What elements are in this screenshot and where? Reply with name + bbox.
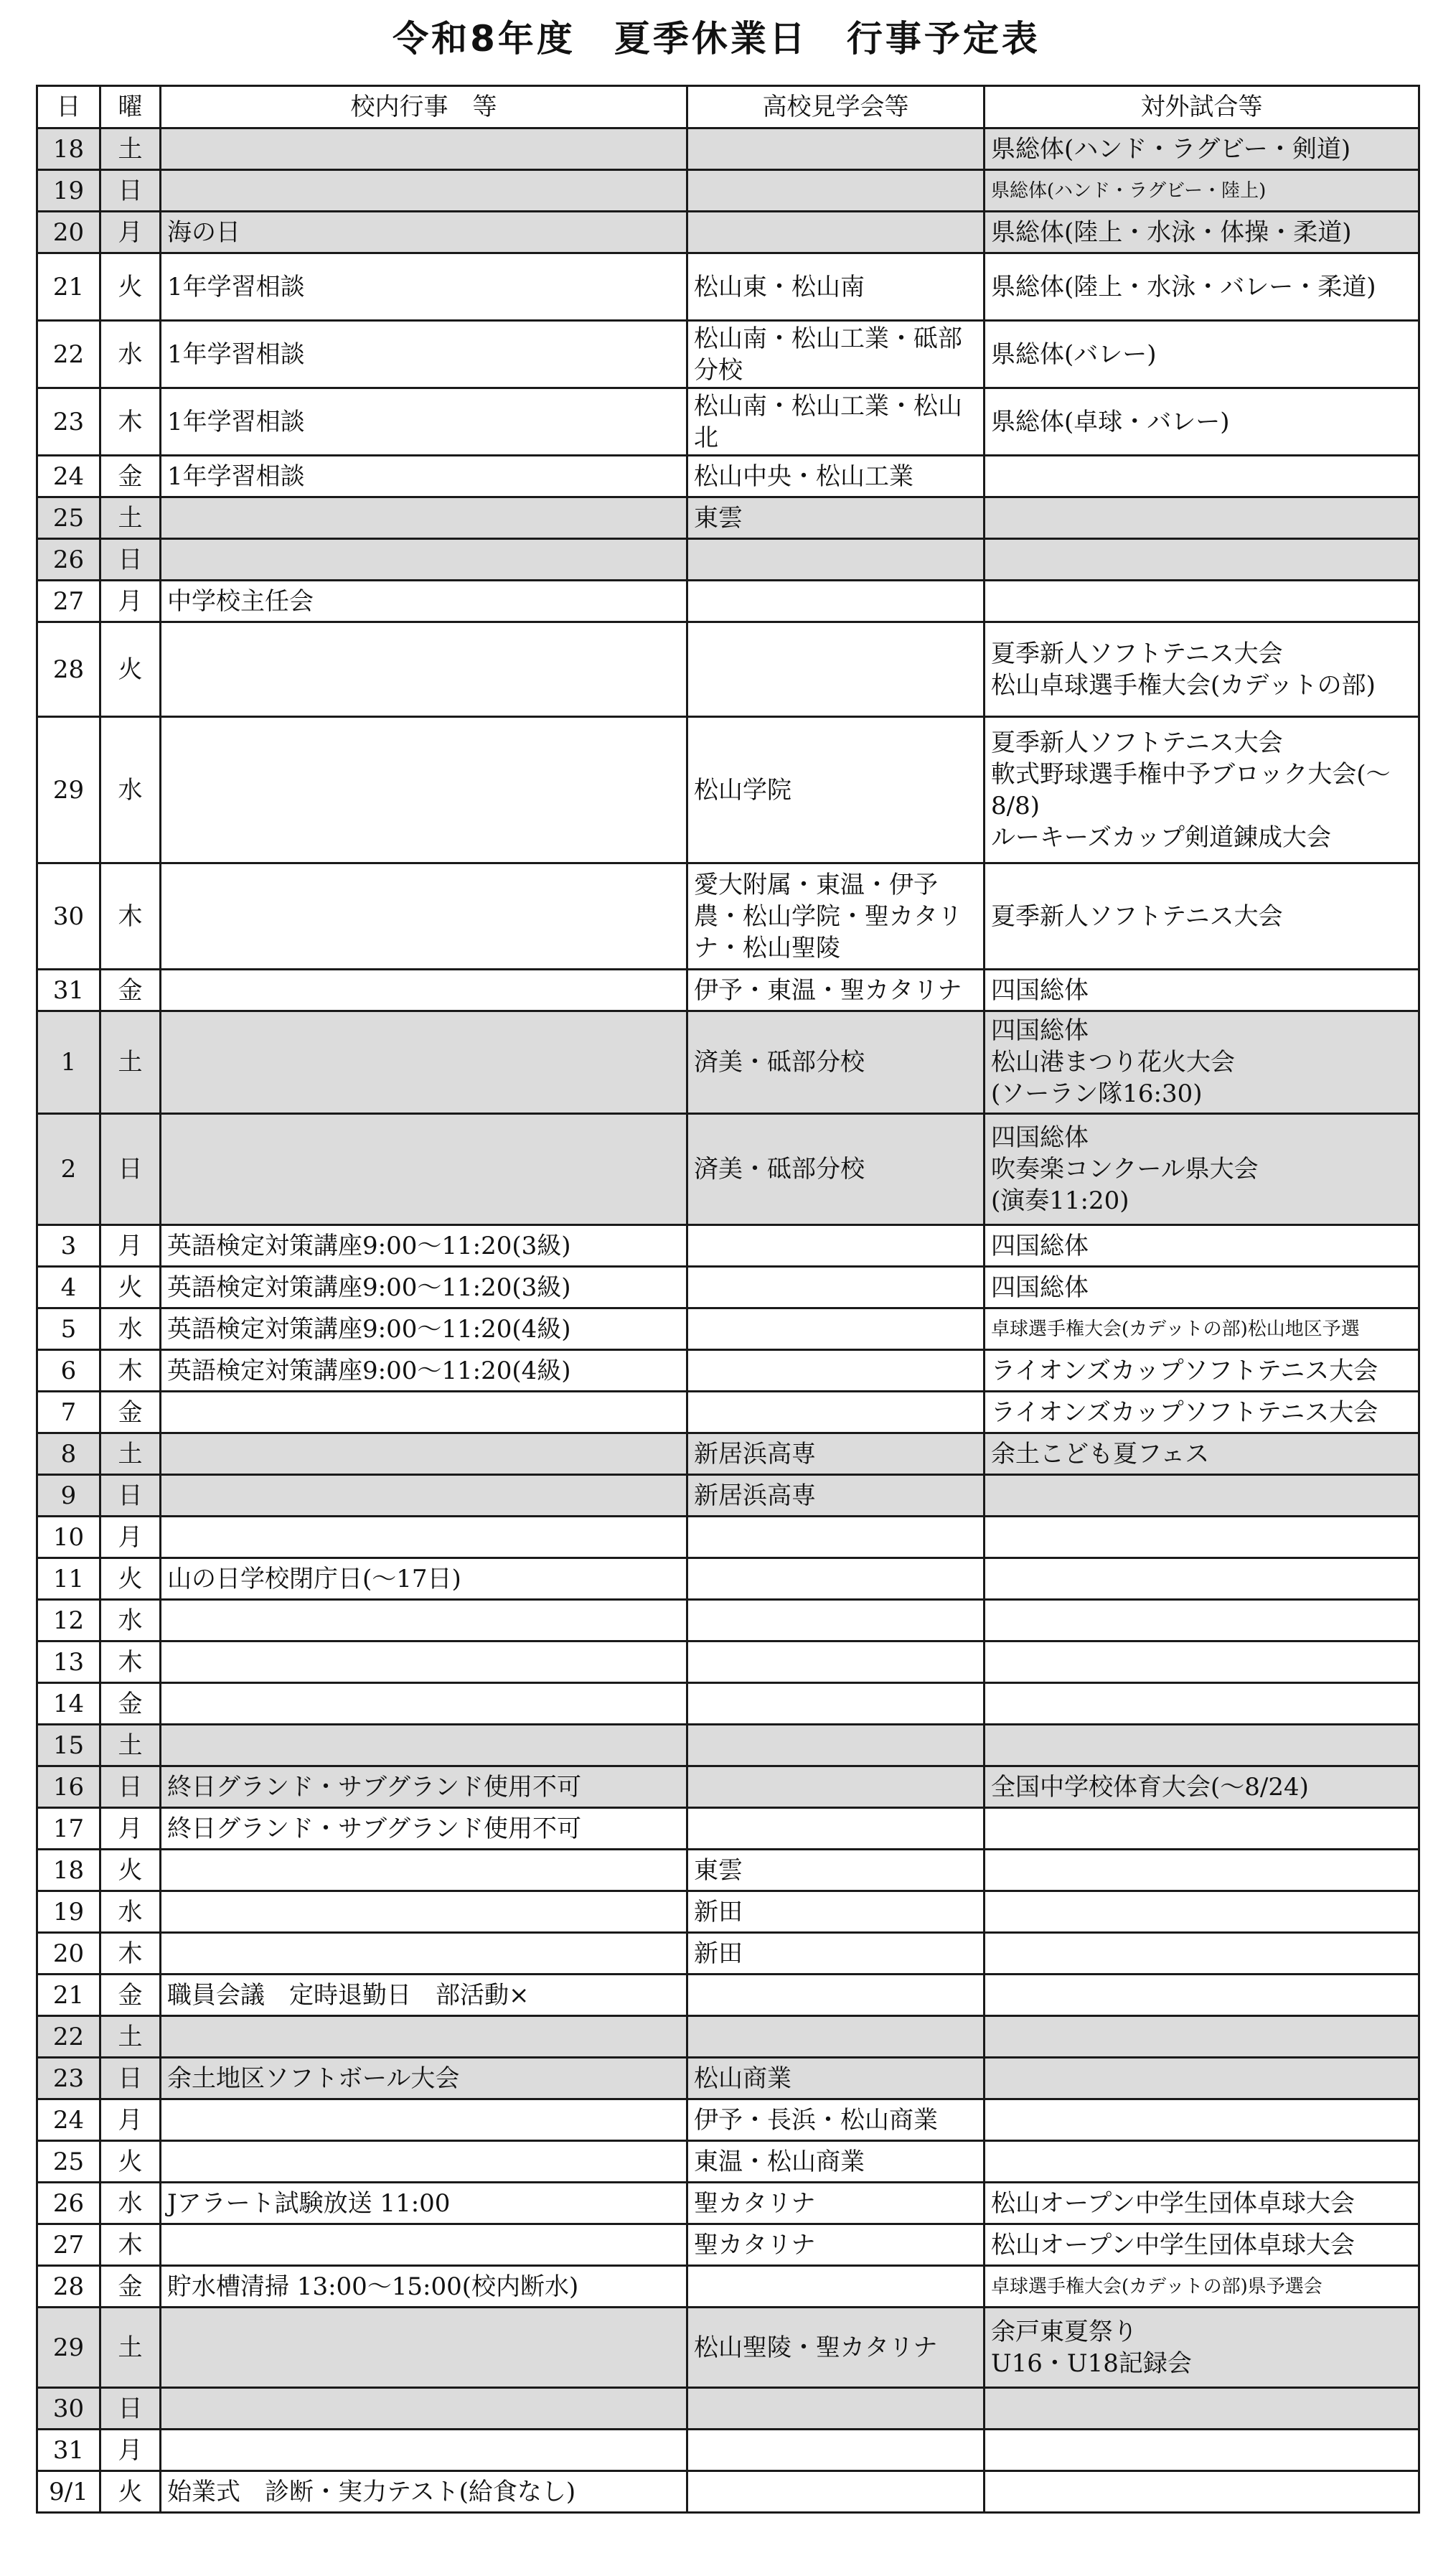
external-event-cell: ライオンズカップソフトテニス大会 (985, 1350, 1419, 1392)
hs-visit-cell: 松山学院 (687, 717, 985, 863)
table-row (37, 128, 1419, 170)
weekday-cell: 土 (100, 1725, 161, 1766)
table-row (37, 717, 1419, 863)
external-event-cell: 余土こども夏フェス (985, 1433, 1419, 1475)
table-row (37, 1683, 1419, 1725)
table-row (37, 1933, 1419, 1975)
day-cell: 29 (37, 2308, 100, 2388)
table-row (37, 622, 1419, 717)
hs-visit-cell: 新田 (687, 1933, 985, 1975)
school-event-cell (161, 1392, 687, 1433)
table-row (37, 2099, 1419, 2141)
external-event-cell (985, 1933, 1419, 1975)
hs-visit-cell: 新居浜高専 (687, 1433, 985, 1475)
weekday-cell: 木 (100, 388, 161, 456)
day-cell: 10 (37, 1517, 100, 1558)
table-row (37, 253, 1419, 321)
hs-visit-cell (687, 581, 985, 622)
external-event-cell: 県総体(陸上・水泳・体操・柔道) (985, 212, 1419, 253)
external-event-cell: 県総体(ハンド・ラグビー・剣道) (985, 128, 1419, 170)
hs-visit-cell (687, 539, 985, 581)
external-event-cell (985, 581, 1419, 622)
weekday-cell: 火 (100, 2141, 161, 2183)
external-event-cell: 卓球選手権大会(カデットの部)松山地区予選 (985, 1308, 1419, 1350)
hs-visit-cell: 松山南・松山工業・砥部分校 (687, 321, 985, 388)
weekday-cell: 火 (100, 2471, 161, 2513)
table-row (37, 2388, 1419, 2430)
school-event-cell (161, 539, 687, 581)
external-event-cell (985, 1641, 1419, 1683)
day-cell: 3 (37, 1225, 100, 1267)
day-cell: 31 (37, 2430, 100, 2471)
external-event-cell (985, 2016, 1419, 2058)
hs-visit-cell: 東雲 (687, 1850, 985, 1891)
day-cell: 31 (37, 970, 100, 1011)
external-event-cell: 松山オープン中学生団体卓球大会 (985, 2224, 1419, 2266)
external-event-cell: 松山オープン中学生団体卓球大会 (985, 2183, 1419, 2224)
day-cell: 9 (37, 1475, 100, 1517)
day-cell: 30 (37, 863, 100, 970)
school-event-cell (161, 863, 687, 970)
external-event-cell: 四国総体 (985, 970, 1419, 1011)
hs-visit-cell (687, 1641, 985, 1683)
weekday-cell: 木 (100, 1641, 161, 1683)
day-cell: 21 (37, 1975, 100, 2016)
table-row (37, 1392, 1419, 1433)
external-event-cell: 四国総体 (985, 1225, 1419, 1267)
external-event-cell: ライオンズカップソフトテニス大会 (985, 1392, 1419, 1433)
school-event-cell: 終日グランド・サブグランド使用不可 (161, 1808, 687, 1850)
table-row (37, 1308, 1419, 1350)
school-event-cell: 海の日 (161, 212, 687, 253)
header-external: 対外試合等 (985, 86, 1419, 128)
day-cell: 24 (37, 2099, 100, 2141)
table-row (37, 2016, 1419, 2058)
day-cell: 26 (37, 539, 100, 581)
school-event-cell (161, 2141, 687, 2183)
school-event-cell (161, 1475, 687, 1517)
day-cell: 26 (37, 2183, 100, 2224)
weekday-cell: 月 (100, 581, 161, 622)
weekday-cell: 火 (100, 253, 161, 321)
weekday-cell: 金 (100, 1683, 161, 1725)
school-event-cell: 1年学習相談 (161, 253, 687, 321)
hs-visit-cell (687, 2471, 985, 2513)
weekday-cell: 火 (100, 1267, 161, 1308)
school-event-cell (161, 497, 687, 539)
school-event-cell: 1年学習相談 (161, 321, 687, 388)
external-event-cell (985, 1725, 1419, 1766)
hs-visit-cell: 新居浜高専 (687, 1475, 985, 1517)
school-event-cell (161, 2308, 687, 2388)
table-row (37, 2141, 1419, 2183)
weekday-cell: 金 (100, 970, 161, 1011)
day-cell: 21 (37, 253, 100, 321)
external-event-cell: 四国総体 (985, 1267, 1419, 1308)
external-event-cell: 夏季新人ソフトテニス大会 (985, 863, 1419, 970)
weekday-cell: 木 (100, 1350, 161, 1392)
hs-visit-cell (687, 1600, 985, 1641)
day-cell: 17 (37, 1808, 100, 1850)
table-row (37, 2471, 1419, 2513)
external-event-cell (985, 1891, 1419, 1933)
school-event-cell: 英語検定対策講座9:00〜11:20(3級) (161, 1225, 687, 1267)
header-day: 日 (37, 86, 100, 128)
weekday-cell: 火 (100, 622, 161, 717)
day-cell: 22 (37, 2016, 100, 2058)
weekday-cell: 日 (100, 1475, 161, 1517)
header-hs-visits: 高校見学会等 (687, 86, 985, 128)
school-event-cell (161, 1114, 687, 1225)
weekday-cell: 土 (100, 1011, 161, 1114)
table-row (37, 170, 1419, 212)
external-event-cell (985, 1517, 1419, 1558)
hs-visit-cell: 聖カタリナ (687, 2183, 985, 2224)
table-row (37, 1267, 1419, 1308)
weekday-cell: 日 (100, 539, 161, 581)
hs-visit-cell (687, 128, 985, 170)
external-event-cell (985, 2388, 1419, 2430)
hs-visit-cell: 松山東・松山南 (687, 253, 985, 321)
external-event-cell (985, 2141, 1419, 2183)
day-cell: 8 (37, 1433, 100, 1475)
hs-visit-cell: 聖カタリナ (687, 2224, 985, 2266)
weekday-cell: 水 (100, 2183, 161, 2224)
school-event-cell (161, 1725, 687, 1766)
table-row (37, 1475, 1419, 1517)
table-row (37, 1766, 1419, 1808)
day-cell: 11 (37, 1558, 100, 1600)
school-event-cell (161, 970, 687, 1011)
table-row (37, 1641, 1419, 1683)
table-row (37, 1225, 1419, 1267)
school-event-cell (161, 1641, 687, 1683)
day-cell: 27 (37, 581, 100, 622)
weekday-cell: 月 (100, 1225, 161, 1267)
external-event-cell (985, 1808, 1419, 1850)
day-cell: 16 (37, 1766, 100, 1808)
external-event-cell (985, 2430, 1419, 2471)
school-event-cell: 英語検定対策講座9:00〜11:20(3級) (161, 1267, 687, 1308)
weekday-cell: 月 (100, 2430, 161, 2471)
day-cell: 28 (37, 622, 100, 717)
weekday-cell: 日 (100, 1766, 161, 1808)
school-event-cell (161, 2430, 687, 2471)
table-row (37, 321, 1419, 388)
table-row (37, 1433, 1419, 1475)
hs-visit-cell (687, 170, 985, 212)
table-row (37, 2430, 1419, 2471)
external-event-cell: 全国中学校体育大会(〜8/24) (985, 1766, 1419, 1808)
school-event-cell: 山の日学校閉庁日(〜17日) (161, 1558, 687, 1600)
table-row (37, 2224, 1419, 2266)
external-event-cell: 夏季新人ソフトテニス大会 松山卓球選手権大会(カデットの部) (985, 622, 1419, 717)
table-row (37, 2058, 1419, 2099)
hs-visit-cell (687, 1350, 985, 1392)
weekday-cell: 日 (100, 170, 161, 212)
external-event-cell: 四国総体 吹奏楽コンクール県大会 (演奏11:20) (985, 1114, 1419, 1225)
external-event-cell: 県総体(陸上・水泳・バレー・柔道) (985, 253, 1419, 321)
table-row (37, 1600, 1419, 1641)
day-cell: 2 (37, 1114, 100, 1225)
table-row (37, 497, 1419, 539)
external-event-cell (985, 2099, 1419, 2141)
day-cell: 7 (37, 1392, 100, 1433)
weekday-cell: 月 (100, 2099, 161, 2141)
weekday-cell: 土 (100, 497, 161, 539)
weekday-cell: 火 (100, 1558, 161, 1600)
weekday-cell: 金 (100, 1975, 161, 2016)
table-row (37, 539, 1419, 581)
header-school-events: 校内行事 等 (161, 86, 687, 128)
external-event-cell (985, 1475, 1419, 1517)
hs-visit-cell (687, 1975, 985, 2016)
weekday-cell: 土 (100, 2308, 161, 2388)
weekday-cell: 土 (100, 2016, 161, 2058)
external-event-cell (985, 1558, 1419, 1600)
school-event-cell (161, 1600, 687, 1641)
hs-visit-cell: 東温・松山商業 (687, 2141, 985, 2183)
school-event-cell (161, 1433, 687, 1475)
hs-visit-cell: 松山南・松山工業・松山北 (687, 388, 985, 456)
table-row (37, 863, 1419, 970)
table-row (37, 1558, 1419, 1600)
weekday-cell: 日 (100, 1114, 161, 1225)
table-row (37, 212, 1419, 253)
school-event-cell (161, 2388, 687, 2430)
external-event-cell: 県総体(卓球・バレー) (985, 388, 1419, 456)
external-event-cell (985, 456, 1419, 497)
external-event-cell (985, 2471, 1419, 2513)
external-event-cell (985, 1600, 1419, 1641)
hs-visit-cell (687, 1558, 985, 1600)
external-event-cell (985, 1975, 1419, 2016)
table-row (37, 456, 1419, 497)
day-cell: 12 (37, 1600, 100, 1641)
day-cell: 22 (37, 321, 100, 388)
hs-visit-cell (687, 1267, 985, 1308)
weekday-cell: 火 (100, 1850, 161, 1891)
school-event-cell (161, 128, 687, 170)
weekday-cell: 日 (100, 2058, 161, 2099)
day-cell: 1 (37, 1011, 100, 1114)
day-cell: 19 (37, 170, 100, 212)
day-cell: 29 (37, 717, 100, 863)
day-cell: 25 (37, 497, 100, 539)
header-row (37, 86, 1419, 128)
day-cell: 4 (37, 1267, 100, 1308)
external-event-cell (985, 497, 1419, 539)
school-event-cell (161, 1850, 687, 1891)
hs-visit-cell: 伊予・長浜・松山商業 (687, 2099, 985, 2141)
weekday-cell: 水 (100, 1600, 161, 1641)
weekday-cell: 水 (100, 717, 161, 863)
hs-visit-cell (687, 1517, 985, 1558)
table-row (37, 1891, 1419, 1933)
school-event-cell (161, 1683, 687, 1725)
day-cell: 13 (37, 1641, 100, 1683)
school-event-cell (161, 1933, 687, 1975)
school-event-cell: Jアラート試験放送 11:00 (161, 2183, 687, 2224)
table-row (37, 1725, 1419, 1766)
weekday-cell: 月 (100, 212, 161, 253)
school-event-cell: 中学校主任会 (161, 581, 687, 622)
weekday-cell: 日 (100, 2388, 161, 2430)
hs-visit-cell (687, 212, 985, 253)
external-event-cell (985, 2058, 1419, 2099)
weekday-cell: 金 (100, 1392, 161, 1433)
day-cell: 20 (37, 1933, 100, 1975)
external-event-cell: 県総体(ハンド・ラグビー・陸上) (985, 170, 1419, 212)
weekday-cell: 土 (100, 1433, 161, 1475)
school-event-cell (161, 2099, 687, 2141)
school-event-cell: 1年学習相談 (161, 456, 687, 497)
table-row (37, 1850, 1419, 1891)
school-event-cell (161, 2016, 687, 2058)
external-event-cell: 余戸東夏祭り U16・U18記録会 (985, 2308, 1419, 2388)
school-event-cell (161, 717, 687, 863)
hs-visit-cell: 松山聖陵・聖カタリナ (687, 2308, 985, 2388)
hs-visit-cell: 済美・砥部分校 (687, 1114, 985, 1225)
hs-visit-cell (687, 622, 985, 717)
day-cell: 25 (37, 2141, 100, 2183)
day-cell: 20 (37, 212, 100, 253)
hs-visit-cell: 東雲 (687, 497, 985, 539)
schedule-table (36, 85, 1420, 2514)
table-row (37, 970, 1419, 1011)
day-cell: 14 (37, 1683, 100, 1725)
table-row (37, 581, 1419, 622)
table-row (37, 2183, 1419, 2224)
weekday-cell: 水 (100, 321, 161, 388)
day-cell: 23 (37, 2058, 100, 2099)
day-cell: 5 (37, 1308, 100, 1350)
school-event-cell: 余土地区ソフトボール大会 (161, 2058, 687, 2099)
school-event-cell: 終日グランド・サブグランド使用不可 (161, 1766, 687, 1808)
hs-visit-cell: 新田 (687, 1891, 985, 1933)
table-row (37, 388, 1419, 456)
table-row (37, 1114, 1419, 1225)
hs-visit-cell: 愛大附属・東温・伊予農・松山学院・聖カタリナ・松山聖陵 (687, 863, 985, 970)
table-row (37, 1517, 1419, 1558)
weekday-cell: 金 (100, 456, 161, 497)
weekday-cell: 木 (100, 1933, 161, 1975)
school-event-cell (161, 622, 687, 717)
hs-visit-cell (687, 1683, 985, 1725)
school-event-cell: 1年学習相談 (161, 388, 687, 456)
school-event-cell: 職員会議 定時退勤日 部活動× (161, 1975, 687, 2016)
day-cell: 6 (37, 1350, 100, 1392)
weekday-cell: 金 (100, 2266, 161, 2308)
weekday-cell: 土 (100, 128, 161, 170)
day-cell: 23 (37, 388, 100, 456)
external-event-cell: 四国総体 松山港まつり花火大会 (ソーラン隊16:30) (985, 1011, 1419, 1114)
day-cell: 15 (37, 1725, 100, 1766)
day-cell: 24 (37, 456, 100, 497)
hs-visit-cell (687, 1808, 985, 1850)
day-cell: 18 (37, 1850, 100, 1891)
hs-visit-cell (687, 1725, 985, 1766)
weekday-cell: 木 (100, 863, 161, 970)
weekday-cell: 木 (100, 2224, 161, 2266)
school-event-cell (161, 1517, 687, 1558)
hs-visit-cell: 伊予・東温・聖カタリナ (687, 970, 985, 1011)
external-event-cell (985, 1683, 1419, 1725)
day-cell: 27 (37, 2224, 100, 2266)
external-event-cell: 卓球選手権大会(カデットの部)県予選会 (985, 2266, 1419, 2308)
table-row (37, 1808, 1419, 1850)
external-event-cell (985, 1850, 1419, 1891)
day-cell: 28 (37, 2266, 100, 2308)
school-event-cell: 英語検定対策講座9:00〜11:20(4級) (161, 1308, 687, 1350)
school-event-cell (161, 1011, 687, 1114)
school-event-cell: 英語検定対策講座9:00〜11:20(4級) (161, 1350, 687, 1392)
page-title: 令和8年度 夏季休業日 行事予定表 (393, 18, 1040, 60)
external-event-cell (985, 539, 1419, 581)
weekday-cell: 月 (100, 1517, 161, 1558)
day-cell: 19 (37, 1891, 100, 1933)
hs-visit-cell: 済美・砥部分校 (687, 1011, 985, 1114)
school-event-cell (161, 2224, 687, 2266)
external-event-cell: 夏季新人ソフトテニス大会 軟式野球選手権中予ブロック大会(〜8/8) ルーキーズカップ剣道錬成大会 (985, 717, 1419, 863)
day-cell: 30 (37, 2388, 100, 2430)
school-event-cell (161, 1891, 687, 1933)
day-cell: 18 (37, 128, 100, 170)
table-row (37, 1350, 1419, 1392)
table-row (37, 2266, 1419, 2308)
hs-visit-cell (687, 1392, 985, 1433)
hs-visit-cell: 松山商業 (687, 2058, 985, 2099)
hs-visit-cell (687, 1766, 985, 1808)
day-cell: 9/1 (37, 2471, 100, 2513)
hs-visit-cell (687, 2388, 985, 2430)
table-row (37, 1975, 1419, 2016)
weekday-cell: 水 (100, 1891, 161, 1933)
external-event-cell: 県総体(バレー) (985, 321, 1419, 388)
school-event-cell: 貯水槽清掃 13:00〜15:00(校内断水) (161, 2266, 687, 2308)
school-event-cell: 始業式 診断・実力テスト(給食なし) (161, 2471, 687, 2513)
table-row (37, 2308, 1419, 2388)
header-weekday: 曜 (100, 86, 161, 128)
school-event-cell (161, 170, 687, 212)
weekday-cell: 月 (100, 1808, 161, 1850)
hs-visit-cell (687, 2430, 985, 2471)
hs-visit-cell: 松山中央・松山工業 (687, 456, 985, 497)
table-row (37, 1011, 1419, 1114)
hs-visit-cell (687, 1308, 985, 1350)
hs-visit-cell (687, 2016, 985, 2058)
hs-visit-cell (687, 1225, 985, 1267)
weekday-cell: 水 (100, 1308, 161, 1350)
hs-visit-cell (687, 2266, 985, 2308)
